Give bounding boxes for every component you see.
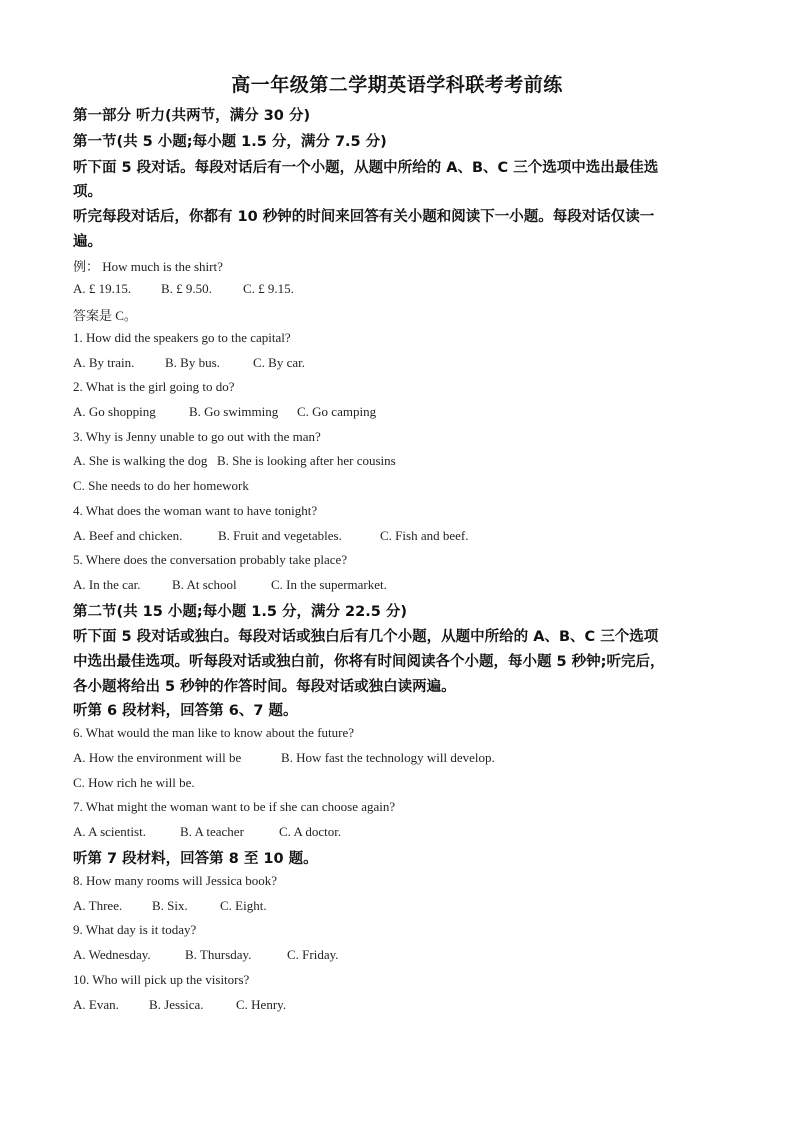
option-a: A. By train. — [73, 355, 135, 370]
question-8-options — [73, 898, 267, 914]
page-title: 高一年级第二学期英语学科联考考前练 — [231, 74, 563, 96]
question-1-options — [73, 355, 305, 371]
option-a: A. Evan. — [73, 997, 119, 1012]
option-a: A. How the environment will be — [73, 750, 242, 765]
option-b: B. Fruit and vegetables. — [218, 528, 342, 543]
question-5-options — [73, 577, 387, 593]
question-10-options — [73, 997, 286, 1013]
option-a: A. Wednesday. — [73, 947, 151, 962]
option-c: C. Go camping — [297, 404, 377, 419]
option-a: A. She is walking the dog — [73, 453, 208, 468]
section-one-instruction-line: 听完每段对话后，你都有 10 秒钟的时间来回答有关小题和阅读下一小题。每段对话仅读一 — [73, 209, 655, 225]
question-7-options — [73, 824, 341, 840]
question-9-options — [73, 947, 339, 963]
option-c: C. Eight. — [220, 898, 267, 913]
question-10: 10. Who will pick up the visitors? — [73, 972, 250, 987]
option-c: C. Friday. — [287, 947, 339, 962]
option-a: A. Beef and chicken. — [73, 528, 183, 543]
example-options — [73, 281, 294, 297]
question-1: 1. How did the speakers go to the capital? — [73, 330, 291, 345]
section-one-instruction-line: 遍。 — [73, 234, 102, 250]
section-two-instruction-line: 中选出最佳选项。听每段对话或独白前，你将有时间阅读各个小题，每小题 5 秒钟;听完后， — [73, 654, 665, 670]
question-9: 9. What day is it today? — [73, 922, 197, 937]
question-5: 5. Where does the conversation probably take place? — [73, 552, 348, 567]
option-b: B. At school — [172, 577, 237, 592]
option-c: C. Fish and beef. — [380, 528, 469, 543]
question-7: 7. What might the woman want to be if she can choose again? — [73, 799, 396, 814]
question-4-options — [73, 528, 468, 544]
section-two-instruction-line: 听下面 5 段对话或独白。每段对话或独白后有几个小题，从题中所给的 A、B、C 三个选项 — [73, 629, 659, 645]
option-b: B. Six. — [152, 898, 188, 913]
section-two-heading: 第二节(共 15 小题;每小题 1.5 分，满分 22.5 分) — [73, 604, 407, 620]
option-b: B. A teacher — [180, 824, 244, 839]
question-8: 8. How many rooms will Jessica book? — [73, 873, 278, 888]
option-a: A. Three. — [73, 898, 123, 913]
example-option-c: C. £ 9.15. — [243, 281, 294, 296]
option-c: C. A doctor. — [279, 824, 342, 839]
option-a: A. Go shopping — [73, 404, 156, 419]
question-6: 6. What would the man like to know about the future? — [73, 725, 354, 740]
section-two-instruction-line: 各小题将给出 5 秒钟的作答时间。每段对话或独白读两遍。 — [73, 679, 456, 695]
question-6-option-c: C. How rich he will be. — [73, 775, 195, 790]
option-a: A. A scientist. — [73, 824, 146, 839]
question-2-options — [73, 404, 376, 420]
part-one-heading: 第一部分 听力(共两节，满分 30 分) — [73, 108, 311, 124]
example-option-a: A. £ 19.15. — [73, 281, 132, 296]
option-c: C. By car. — [253, 355, 305, 370]
material-6-heading: 听第 6 段材料，回答第 6、7 题。 — [73, 703, 298, 719]
section-one-heading: 第一节(共 5 小题;每小题 1.5 分，满分 7.5 分) — [73, 134, 387, 150]
section-one-instruction-line: 听下面 5 段对话。每段对话后有一个小题，从题中所给的 A、B、C 三个选项中选出最佳选 — [73, 160, 659, 176]
material-7-heading: 听第 7 段材料，回答第 8 至 10 题。 — [73, 851, 318, 867]
question-4: 4. What does the woman want to have tonight? — [73, 503, 318, 518]
option-a: A. In the car. — [73, 577, 141, 592]
option-b: B. She is looking after her cousins — [217, 453, 396, 468]
option-b: B. How fast the technology will develop. — [281, 750, 495, 765]
option-c: C. In the supermarket. — [271, 577, 387, 592]
example-option-b: B. £ 9.50. — [161, 281, 212, 296]
option-b: B. Jessica. — [149, 997, 204, 1012]
option-b: B. Thursday. — [185, 947, 252, 962]
example-question: 例： How much is the shirt? — [73, 259, 223, 274]
example-answer: 答案是 C。 — [73, 308, 137, 323]
question-3-options — [73, 453, 396, 469]
question-3: 3. Why is Jenny unable to go out with the man? — [73, 429, 321, 444]
option-b: B. Go swimming — [189, 404, 279, 419]
question-3-option-c: C. She needs to do her homework — [73, 478, 249, 493]
question-2: 2. What is the girl going to do? — [73, 379, 235, 394]
option-c: C. Henry. — [236, 997, 287, 1012]
question-6-options — [73, 750, 495, 766]
section-one-instruction-line: 项。 — [73, 184, 102, 200]
option-b: B. By bus. — [165, 355, 220, 370]
